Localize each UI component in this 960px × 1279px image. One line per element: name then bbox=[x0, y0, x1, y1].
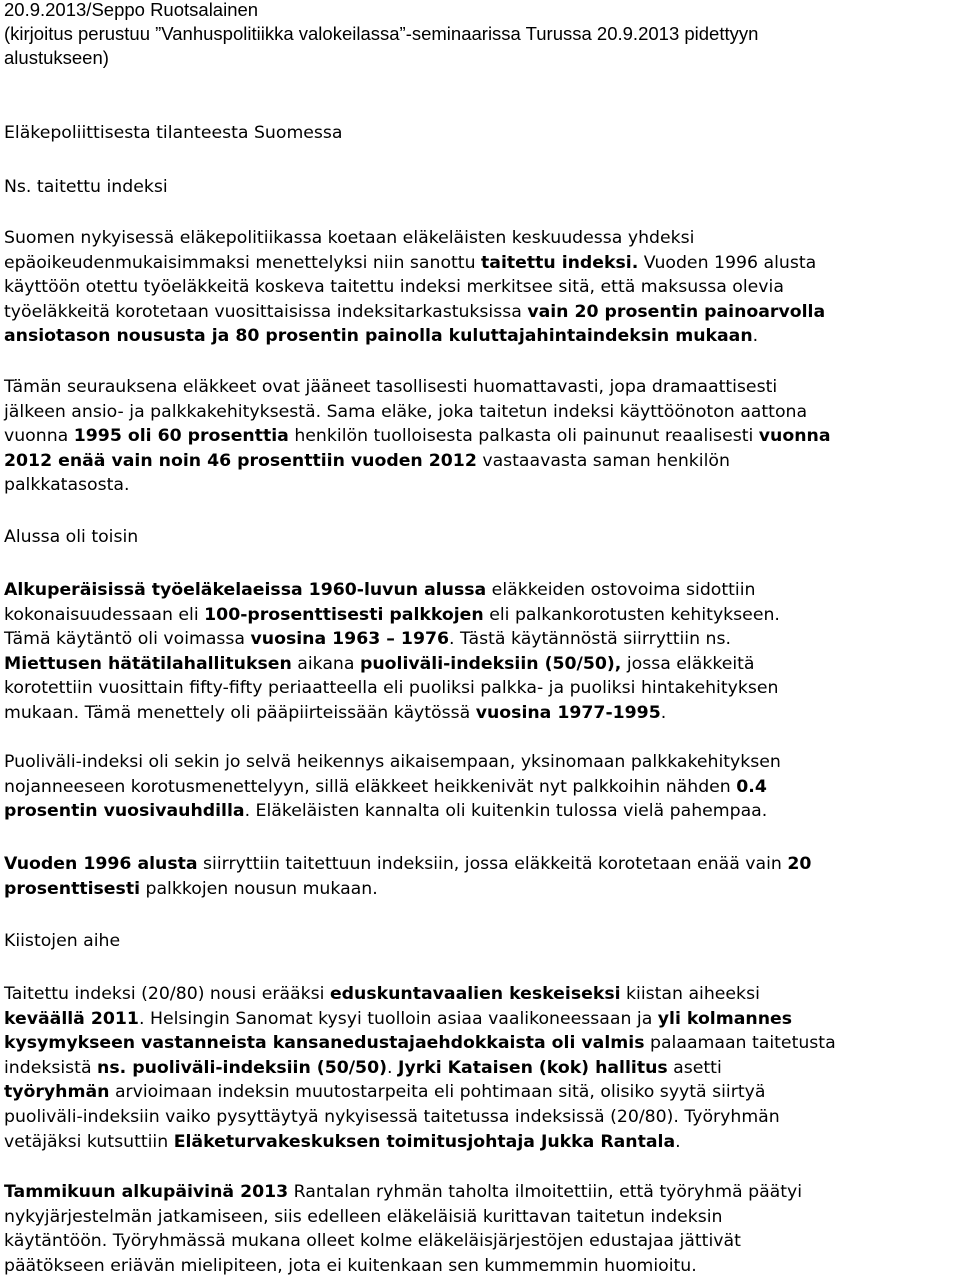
text-run: . bbox=[752, 326, 759, 347]
text-line bbox=[4, 424, 958, 449]
text-line bbox=[4, 1031, 958, 1056]
bold-run: prosenttisesti bbox=[4, 878, 140, 899]
text-run: vetäjäksi kutsuttiin bbox=[4, 1131, 174, 1152]
text-run: indeksistä bbox=[4, 1057, 98, 1078]
text-run: . Tästä käytännöstä siirryttiin ns. bbox=[449, 629, 732, 650]
text-run: Suomen nykyisessä eläkepolitiikassa koetaan eläkeläisten keskuudessa yhdeksi bbox=[4, 228, 695, 248]
text-run: . bbox=[660, 702, 667, 723]
text-run: nykyjärjestelmän jatkamiseen, siis edelleen eläkeläisiä kurittavan taitetun indeksin bbox=[4, 1206, 723, 1227]
text-line bbox=[4, 1007, 958, 1032]
bold-run: työryhmän bbox=[4, 1082, 110, 1103]
text-run: vuonna bbox=[4, 426, 74, 447]
bold-run: vain 20 prosentin painoarvolla bbox=[527, 301, 826, 322]
bold-run: 1995 oli 60 prosenttia bbox=[73, 426, 289, 447]
text-line bbox=[4, 226, 958, 251]
text-line bbox=[4, 799, 958, 824]
text-run: käytäntöön. Työryhmässä mukana olleet kolme eläkeläisjärjestöjen edustajaa jättivät bbox=[4, 1231, 741, 1252]
text-run: kokonaisuudessaan eli bbox=[4, 604, 205, 625]
document-title: Eläkepoliittisesta tilanteesta Suomessa bbox=[4, 123, 343, 143]
text-run: mukaan. Tämä menettely oli pääpiirteissään käytössä bbox=[4, 702, 476, 723]
text-line bbox=[4, 473, 958, 498]
text-run: henkilön tuolloisesta palkasta oli painunut reaalisesti bbox=[288, 426, 759, 447]
text-run: arvioimaan indeksin muutostarpeita eli pohtimaan sitä, olisiko syytä siirtyä bbox=[109, 1082, 766, 1103]
text-run: puoliväli-indeksiin vaiko pysyttäytyä nykyisessä taitetussa indeksissä (20/80). Työryhmän bbox=[4, 1106, 780, 1127]
text-line bbox=[4, 1229, 958, 1254]
header-note-line-1: (kirjoitus perustuu ”Vanhuspolitiikka valokeilassa”-seminaarissa Turussa 20.9.2013 pidettyyn bbox=[4, 23, 759, 44]
bold-run: Eläketurvakeskuksen toimitusjohtaja Jukka Rantala bbox=[173, 1131, 676, 1152]
text-line bbox=[4, 982, 958, 1007]
paragraph-history bbox=[4, 578, 958, 726]
text-run: Tämä käytäntö oli voimassa bbox=[4, 629, 251, 650]
text-line bbox=[4, 324, 958, 349]
text-run: palkkojen nousun mukaan. bbox=[140, 878, 378, 899]
bold-run: 0.4 bbox=[736, 776, 767, 797]
bold-run: vuosina 1977-1995 bbox=[475, 702, 661, 723]
text-run: eläkkeiden ostovoima sidottiin bbox=[486, 580, 756, 600]
text-run: jälkeen ansio- ja palkkakehityksestä. Sama eläke, joka taitetun indeksi käyttöönoton aattona bbox=[4, 401, 808, 422]
section-heading-kiistojen-aihe: Kiistojen aihe bbox=[4, 931, 121, 951]
bold-run: 2012 enää vain noin 46 prosenttiin vuoden 2012 bbox=[4, 450, 477, 471]
text-line bbox=[4, 1130, 958, 1155]
text-run: jossa eläkkeitä bbox=[621, 653, 755, 674]
dateline: 20.9.2013/Seppo Ruotsalainen bbox=[4, 0, 259, 20]
text-run: . bbox=[387, 1057, 399, 1078]
document-header bbox=[4, 0, 954, 70]
text-run: Rantalan ryhmän taholta ilmoitettiin, että työryhmä päätyi bbox=[288, 1182, 803, 1202]
text-line bbox=[4, 275, 958, 300]
bold-run: eduskuntavaalien keskeiseksi bbox=[329, 984, 621, 1004]
header-note-line-2: alustukseen) bbox=[4, 47, 109, 68]
paragraph-puolivali-indeksi bbox=[4, 750, 958, 824]
text-line bbox=[4, 1205, 958, 1230]
text-run: käyttöön otettu työeläkkeitä koskeva taitettu indeksi merkitsee sitä, että maksussa olevia bbox=[4, 277, 784, 298]
paragraph-working-group-decision bbox=[4, 1180, 958, 1278]
paragraph-consequences bbox=[4, 375, 958, 498]
text-line bbox=[4, 449, 958, 474]
bold-run: puoliväli-indeksiin (50/50), bbox=[359, 653, 622, 674]
text-line bbox=[4, 1105, 958, 1130]
section-heading-alussa-oli-toisin: Alussa oli toisin bbox=[4, 527, 139, 547]
bold-run: taitettu indeksi. bbox=[481, 252, 639, 273]
text-run: työeläkkeitä korotetaan vuosittaisissa indeksitarkastuksissa bbox=[4, 301, 528, 322]
paragraph-1996-change bbox=[4, 852, 958, 901]
text-line bbox=[4, 375, 958, 400]
bold-run: keväällä 2011 bbox=[4, 1008, 139, 1029]
text-run: kiistan aiheeksi bbox=[620, 984, 760, 1004]
text-run: eli palkankorotusten kehitykseen. bbox=[483, 604, 780, 625]
text-run: nojanneeseen korotusmenettelyyn, sillä eläkkeet heikkenivät nyt palkkoihin nähden bbox=[4, 776, 737, 797]
text-line bbox=[4, 877, 958, 902]
text-line bbox=[4, 676, 958, 701]
text-line bbox=[4, 652, 958, 677]
text-line bbox=[4, 775, 958, 800]
text-run: Taitettu indeksi (20/80) nousi erääksi bbox=[4, 984, 330, 1004]
bold-run: kysymykseen vastanneista kansanedustajaehdokkaista oli valmis bbox=[4, 1033, 645, 1054]
text-run: Vuoden 1996 alusta bbox=[638, 252, 817, 273]
text-run: . Helsingin Sanomat kysyi tuolloin asiaa vaalikoneessaan ja bbox=[138, 1008, 658, 1029]
text-line bbox=[4, 603, 958, 628]
text-line bbox=[4, 852, 958, 877]
text-run: palaamaan taitetusta bbox=[644, 1033, 836, 1054]
bold-run: Miettusen hätätilahallituksen bbox=[4, 653, 292, 674]
bold-run: ns. puoliväli-indeksiin (50/50) bbox=[97, 1057, 388, 1078]
bold-run: 100-prosenttisesti palkkojen bbox=[204, 604, 484, 625]
text-run: Puoliväli-indeksi oli sekin jo selvä heikennys aikaisempaan, yksinomaan palkkakehityksen bbox=[4, 752, 781, 772]
bold-run: Jyrki Kataisen (kok) hallitus bbox=[398, 1057, 668, 1078]
text-run: palkkatasosta. bbox=[4, 475, 130, 496]
text-run: korotettiin vuosittain fifty-fifty periaatteella eli puoliksi palkka- ja puoliksi hintakehityksen bbox=[4, 678, 779, 699]
bold-run: ansiotason noususta ja 80 prosentin painolla kuluttajahintaindeksin mukaan bbox=[4, 326, 753, 347]
text-line bbox=[4, 400, 958, 425]
text-run: epäoikeudenmukaisimmaksi menettelyksi niin sanottu bbox=[4, 252, 482, 273]
text-line bbox=[4, 251, 958, 276]
text-run: päätökseen eriävän mielipiteen, jota ei kuitenkaan sen kummemmin huomioitu. bbox=[4, 1255, 697, 1276]
paragraph-election-dispute bbox=[4, 982, 958, 1154]
bold-run: 20 bbox=[787, 854, 812, 874]
text-line bbox=[4, 701, 958, 726]
text-run: . bbox=[675, 1131, 681, 1152]
text-run: Tämän seurauksena eläkkeet ovat jääneet tasollisesti huomattavasti, jopa dramaattisesti bbox=[4, 377, 778, 397]
text-run: . Eläkeläisten kannalta oli kuitenkin tulossa vielä pahempaa. bbox=[244, 801, 768, 822]
section-heading-taitettu-indeksi: Ns. taitettu indeksi bbox=[4, 177, 168, 197]
bold-run: vuonna bbox=[758, 426, 831, 447]
bold-run: vuosina 1963 – 1976 bbox=[250, 629, 450, 650]
text-run: siirryttiin taitettuun indeksiin, jossa eläkkeitä korotetaan enää vain bbox=[197, 854, 788, 874]
bold-run: Alkuperäisissä työeläkelaeissa 1960-luvun alussa bbox=[4, 580, 487, 600]
text-line bbox=[4, 627, 958, 652]
bold-run: Tammikuun alkupäivinä 2013 bbox=[4, 1182, 289, 1202]
text-line bbox=[4, 1254, 958, 1279]
bold-run: yli kolmannes bbox=[657, 1008, 793, 1029]
paragraph-taitettu-indeksi-intro bbox=[4, 226, 958, 349]
text-line bbox=[4, 750, 958, 775]
text-line bbox=[4, 578, 958, 603]
bold-run: prosentin vuosivauhdilla bbox=[4, 801, 245, 822]
text-line bbox=[4, 1180, 958, 1205]
text-run: vastaavasta saman henkilön bbox=[476, 450, 730, 471]
text-line bbox=[4, 1080, 958, 1105]
text-line bbox=[4, 1056, 958, 1081]
bold-run: Vuoden 1996 alusta bbox=[4, 854, 198, 874]
text-run: aikana bbox=[291, 653, 360, 674]
text-run: asetti bbox=[667, 1057, 722, 1078]
text-line bbox=[4, 300, 958, 325]
